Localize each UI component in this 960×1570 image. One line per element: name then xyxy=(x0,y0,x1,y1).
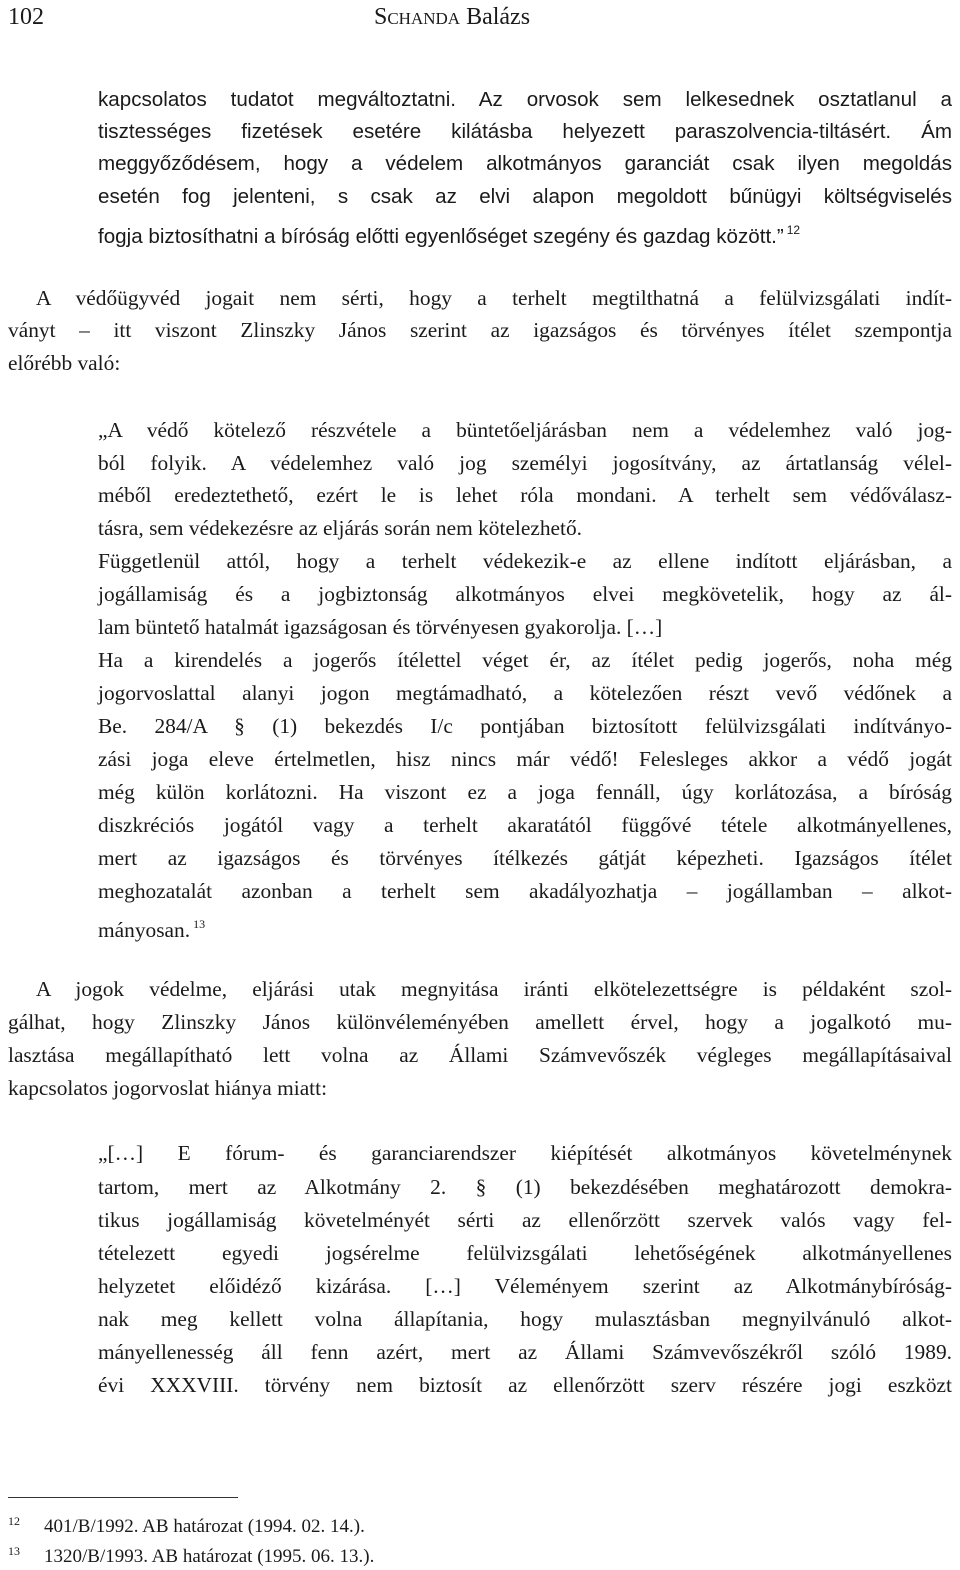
line-text: mányellenesség áll fenn azért, mert az Állami Számvevőszékről szóló 1989. xyxy=(98,1340,952,1364)
line-text: lam büntető hatalmát igazságosan és törvényesen gyakorolja. […] xyxy=(98,615,663,639)
line-text: évi XXXVIII. törvény nem biztosít az ellenőrzött szerv részére jogi eszközt xyxy=(98,1373,952,1397)
author-first-name: Schanda xyxy=(374,4,461,30)
footnote-number: 12 xyxy=(8,1514,20,1528)
footnote-12 xyxy=(8,1508,365,1540)
text-line xyxy=(98,908,952,946)
text-line xyxy=(36,973,952,1005)
line-text: Függetlenül attól, hogy a terhelt védekezik-e az ellene indított eljárásban, a xyxy=(98,549,952,573)
line-text: Be. 284/A § (1) bekezdés I/c pontjában biztosított felülvizsgálati indítványo- xyxy=(98,714,952,738)
text-line xyxy=(98,644,952,676)
footnote-text: 1320/B/1993. AB határozat (1995. 06. 13.). xyxy=(44,1546,375,1567)
text-line xyxy=(8,1006,952,1038)
text-line xyxy=(98,181,952,213)
line-text: tásra, sem védekezésre az eljárás során nem kötelezhető. xyxy=(98,516,583,540)
text-line xyxy=(98,611,952,643)
text-line xyxy=(98,710,952,742)
footnote-divider xyxy=(8,1497,238,1498)
running-head-author xyxy=(374,2,530,32)
text-line xyxy=(98,1270,952,1302)
line-text: kapcsolatos jogorvoslat hiánya miatt: xyxy=(8,1076,328,1100)
line-text: esetén fog jelenteni, s csak az elvi alapon megoldott bűnügyi költségviselés xyxy=(98,185,952,208)
line-text: tartom, mert az Alkotmány 2. § (1) bekezdésében meghatározott demokra- xyxy=(98,1175,952,1199)
text-line xyxy=(98,116,952,148)
text-line xyxy=(98,875,952,907)
text-line xyxy=(98,148,952,180)
text-line xyxy=(98,842,952,874)
text-line xyxy=(98,743,952,775)
line-text: A jogok védelme, eljárási utak megnyitása iránti elkötelezettségre is példaként szol- xyxy=(36,977,952,1001)
footnote-text: 401/B/1992. AB határozat (1994. 02. 14.). xyxy=(44,1516,365,1537)
text-line xyxy=(8,1039,952,1071)
line-text: meghozatalát azonban a terhelt sem akadályozhatja – jogállamban – alkot- xyxy=(98,879,952,903)
author-last-name: Balázs xyxy=(466,4,531,30)
line-text: „A védő kötelező részvétele a büntetőeljárásban nem a védelemhez való jog- xyxy=(98,418,952,442)
line-text: Ha a kirendelés a jogerős ítélettel véget ér, az ítélet pedig jogerős, noha még xyxy=(98,648,952,672)
line-text: jogállamiság és a jogbiztonság alkotmányos elvei megkövetelik, hogy az ál- xyxy=(98,582,952,606)
footnote-reference[interactable]: 12 xyxy=(786,223,801,237)
footnote-13 xyxy=(8,1538,374,1570)
line-text: ból folyik. A védelemhez való jog személyi jogosítvány, az ártatlanság vélel- xyxy=(98,451,952,475)
line-text: ványt – itt viszont Zlinszky János szerint az igazságos és törvényes ítélet szempontja xyxy=(8,318,952,342)
text-line xyxy=(98,545,952,577)
text-line xyxy=(98,447,952,479)
footnote-reference[interactable]: 13 xyxy=(193,917,206,931)
text-line xyxy=(98,776,952,808)
text-line xyxy=(98,414,952,446)
line-text: előrébb való: xyxy=(8,351,121,375)
line-text: A védőügyvéd jogait nem sérti, hogy a terhelt megtilthatná a felülvizsgálati indít- xyxy=(36,286,952,310)
text-line xyxy=(98,809,952,841)
text-line xyxy=(98,1303,952,1335)
text-line xyxy=(98,1137,952,1169)
line-text: még külön korlátozni. Ha viszont ez a joga fennáll, úgy korlátozása, a bíróság xyxy=(98,780,952,804)
line-text: meggyőződésem, hogy a védelem alkotmányos garanciát csak ilyen megoldás xyxy=(98,152,952,175)
line-text: méből eredeztethető, ezért le is lehet róla mondani. A terhelt sem védőválasz- xyxy=(98,483,952,507)
line-text: tisztességes fizetések esetére kilátásba helyezett paraszolvencia-tiltásért. Ám xyxy=(98,120,952,143)
line-text: zási joga eleve értelmetlen, hisz nincs már védő! Felesleges akkor a védő jogát xyxy=(98,747,952,771)
text-line xyxy=(98,512,952,544)
text-line xyxy=(8,347,952,379)
text-line xyxy=(98,1171,952,1203)
line-text: lasztása megállapítható lett volna az Állami Számvevőszék végleges megállapításaival xyxy=(8,1043,952,1067)
text-line xyxy=(98,1369,952,1401)
text-line xyxy=(98,1237,952,1269)
footnote-number: 13 xyxy=(8,1544,20,1558)
line-text: kapcsolatos tudatot megváltoztatni. Az orvosok sem lelkesednek osztatlanul a xyxy=(98,88,952,111)
page-number: 102 xyxy=(8,4,44,30)
text-line xyxy=(98,214,952,253)
line-text: fogja biztosíthatni a bíróság előtti egyenlőséget szegény és gazdag között.” xyxy=(98,225,784,248)
text-line xyxy=(98,578,952,610)
text-line xyxy=(98,479,952,511)
text-line xyxy=(8,314,952,346)
line-text: mert az igazságos és törvényes ítélkezés gátját képezheti. Igazságos ítélet xyxy=(98,846,952,870)
text-line xyxy=(98,677,952,709)
line-text: mányosan. xyxy=(98,918,191,942)
running-header xyxy=(0,0,960,40)
line-text: diszkréciós jogától vagy a terhelt akaratától függővé tétele alkotmányellenes, xyxy=(98,813,952,837)
text-line xyxy=(36,282,952,314)
text-line xyxy=(8,1072,952,1104)
line-text: jogorvoslattal alanyi jogon megtámadható, a kötelezően részt vevő védőnek a xyxy=(98,681,952,705)
line-text: tikus jogállamiság követelményét sérti az ellenőrzött szervek valós vagy fel- xyxy=(98,1208,952,1232)
text-line xyxy=(98,84,952,116)
line-text: nak meg kellett volna állapítania, hogy mulasztásban megnyilvánuló alkot- xyxy=(98,1307,952,1331)
line-text: helyzetet előidéző kizárása. […] Véleményem szerint az Alkotmánybíróság- xyxy=(98,1274,952,1298)
line-text: tételezett egyedi jogsérelme felülvizsgálati lehetőségének alkotmányellenes xyxy=(98,1241,952,1265)
text-line xyxy=(98,1204,952,1236)
line-text: gálhat, hogy Zlinszky János különvéleményében amellett érvel, hogy a jogalkotó mu- xyxy=(8,1010,952,1034)
text-line xyxy=(98,1336,952,1368)
line-text: „[…] E fórum- és garanciarendszer kiépítését alkotmányos követelménynek xyxy=(98,1141,952,1165)
